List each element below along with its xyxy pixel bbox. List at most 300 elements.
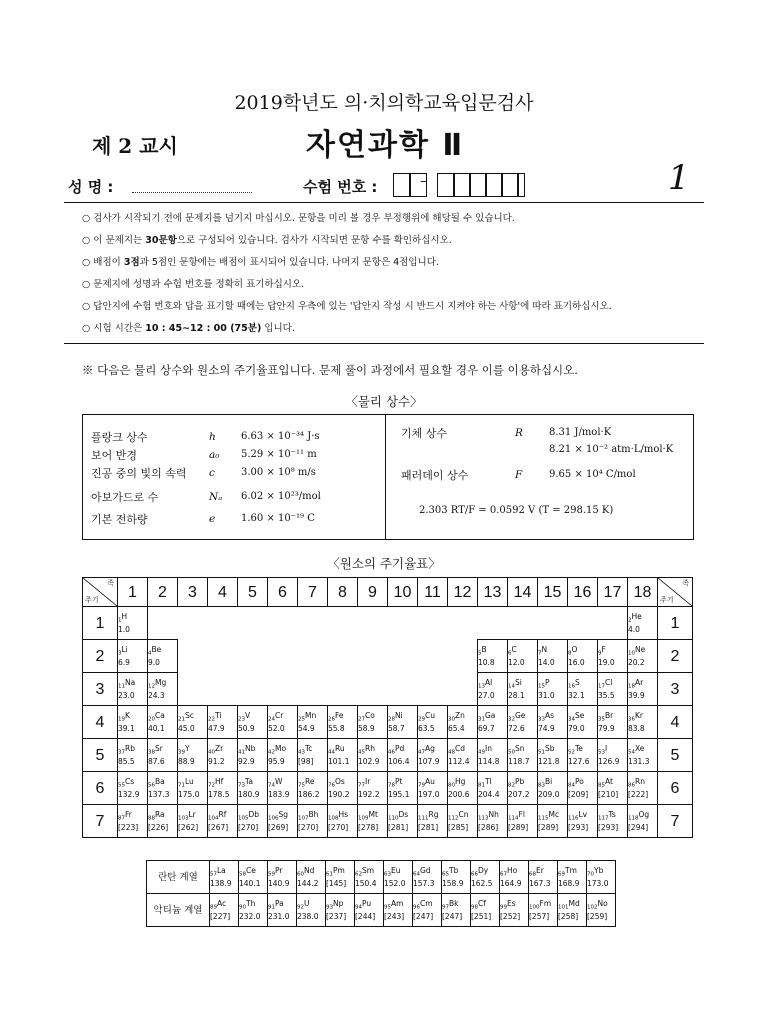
- empty-gap: [148, 607, 628, 640]
- atomic-number: 79: [418, 782, 425, 789]
- element-symbol: Os: [335, 776, 345, 786]
- element-symbol: Bk: [449, 898, 459, 908]
- atomic-number: 34: [568, 716, 575, 723]
- element-symbol: Cs: [125, 776, 135, 786]
- element-symbol: Bi: [545, 776, 553, 786]
- element-symbol: Mg: [155, 677, 167, 687]
- atomic-mass: 209.0: [538, 790, 560, 800]
- period-number-right: 2: [658, 640, 693, 673]
- element-cell: [238, 739, 268, 772]
- atomic-mass: [222]: [628, 790, 649, 800]
- atomic-mass: 183.9: [268, 790, 290, 800]
- element-symbol: Ne: [635, 644, 646, 654]
- page-number: 1: [668, 158, 690, 198]
- element-cell: [598, 673, 628, 706]
- atomic-mass: [281]: [418, 823, 439, 833]
- constant-name: 기본 전하량: [91, 513, 148, 526]
- period-number: 2: [83, 640, 118, 673]
- atomic-mass: 79.9: [598, 724, 615, 734]
- atomic-mass: 32.1: [568, 691, 585, 701]
- atomic-number: 7: [538, 650, 542, 657]
- atomic-mass: 65.4: [448, 724, 465, 734]
- atomic-mass: [247]: [413, 912, 434, 922]
- element-cell: [328, 772, 358, 805]
- atomic-number: 32: [508, 716, 515, 723]
- element-symbol: La: [217, 865, 226, 875]
- atomic-mass: 158.9: [442, 879, 464, 889]
- constant-symbol: e: [209, 513, 216, 525]
- element-cell: [358, 805, 388, 838]
- element-symbol: Rg: [428, 809, 439, 819]
- atomic-number: 85: [598, 782, 605, 789]
- atomic-mass: 121.8: [538, 757, 560, 767]
- element-cell: [148, 739, 178, 772]
- element-cell: [298, 706, 328, 739]
- atomic-number: 24: [268, 716, 275, 723]
- atomic-mass: 114.8: [478, 757, 500, 767]
- atomic-mass: [252]: [500, 912, 521, 922]
- element-cell: [268, 805, 298, 838]
- atomic-number: 109: [358, 815, 369, 822]
- atomic-mass: [269]: [268, 823, 289, 833]
- group-number: 9: [358, 578, 388, 607]
- element-cell: [478, 739, 508, 772]
- element-symbol: Am: [391, 898, 404, 908]
- atomic-mass: 150.4: [355, 879, 377, 889]
- element-cell: [388, 706, 418, 739]
- group-number: 17: [598, 578, 628, 607]
- atomic-number: 54: [628, 749, 635, 756]
- element-cell: [208, 772, 238, 805]
- group-number: 15: [538, 578, 568, 607]
- atomic-number: 42: [268, 749, 275, 756]
- atomic-number: 17: [598, 683, 605, 690]
- atomic-mass: 132.9: [118, 790, 140, 800]
- element-cell: [358, 772, 388, 805]
- atomic-mass: 69.7: [478, 724, 495, 734]
- atomic-mass: 45.0: [178, 724, 195, 734]
- element-cell: [558, 861, 587, 894]
- constants-heading: 〈물리 상수〉: [345, 394, 423, 409]
- atomic-mass: 140.1: [239, 879, 261, 889]
- atomic-number: 92: [297, 904, 304, 911]
- atomic-mass: [247]: [442, 912, 463, 922]
- atomic-mass: 178.5: [208, 790, 230, 800]
- instruction-item: ○ 배점이 3점과 5점인 문항에는 배점이 표시되어 있습니다. 나머지 문항은 4점입니다.: [82, 257, 439, 268]
- element-symbol: Tm: [565, 865, 577, 875]
- period-row: [83, 805, 693, 838]
- exam-number-box[interactable]: [517, 173, 525, 197]
- element-symbol: Ts: [608, 809, 616, 819]
- atomic-mass: [237]: [326, 912, 347, 922]
- period-number: 5: [83, 739, 118, 772]
- element-cell: [148, 772, 178, 805]
- atomic-mass: 168.9: [558, 879, 580, 889]
- element-cell: [268, 861, 297, 894]
- corner-group-label: 족: [107, 580, 114, 587]
- element-cell: [568, 805, 598, 838]
- atomic-mass: 79.0: [568, 724, 585, 734]
- atomic-mass: 190.2: [328, 790, 350, 800]
- atomic-number: 97: [442, 904, 449, 911]
- element-cell: [587, 861, 616, 894]
- period-number-right: 7: [658, 805, 693, 838]
- atomic-number: 102: [587, 904, 598, 911]
- period-number-right: 3: [658, 673, 693, 706]
- element-symbol: Ir: [365, 776, 371, 786]
- atomic-number: 116: [568, 815, 579, 822]
- atomic-mass: [281]: [388, 823, 409, 833]
- element-cell: [388, 805, 418, 838]
- element-symbol: Pr: [275, 865, 283, 875]
- atomic-mass: 35.5: [598, 691, 615, 701]
- element-symbol: Yb: [594, 865, 604, 875]
- element-symbol: Md: [568, 898, 580, 908]
- atomic-mass: 112.4: [448, 757, 470, 767]
- element-cell: [148, 706, 178, 739]
- period-number: 6: [83, 772, 118, 805]
- group-number: 14: [508, 578, 538, 607]
- atomic-number: 52: [568, 749, 575, 756]
- atomic-number: 106: [268, 815, 279, 822]
- atomic-number: 29: [418, 716, 425, 723]
- element-cell: [238, 805, 268, 838]
- atomic-number: 72: [208, 782, 215, 789]
- element-symbol: Hf: [215, 776, 224, 786]
- atomic-number: 46: [388, 749, 395, 756]
- element-cell: [413, 861, 442, 894]
- element-symbol: Eu: [391, 865, 401, 875]
- element-cell: [355, 894, 384, 927]
- atomic-mass: 137.3: [148, 790, 170, 800]
- atomic-number: 49: [478, 749, 485, 756]
- element-symbol: No: [597, 898, 608, 908]
- element-symbol: Hg: [455, 776, 466, 786]
- lanthanides-label: 란탄 계열: [147, 861, 210, 894]
- atomic-mass: 95.9: [268, 757, 285, 767]
- element-symbol: Au: [425, 776, 435, 786]
- atomic-mass: 52.0: [268, 724, 285, 734]
- atomic-mass: 50.9: [238, 724, 255, 734]
- atomic-number: 21: [178, 716, 185, 723]
- atomic-number: 93: [326, 904, 333, 911]
- atomic-number: 13: [478, 683, 485, 690]
- atomic-number: 3: [118, 650, 122, 657]
- atomic-number: 107: [298, 815, 309, 822]
- atomic-number: 66: [471, 871, 478, 878]
- group-number: 12: [448, 578, 478, 607]
- atomic-mass: 87.6: [148, 757, 165, 767]
- nernst-formula: 2.303 RT/F = 0.0592 V (T = 298.15 K): [419, 505, 614, 516]
- element-symbol: Tl: [485, 776, 492, 786]
- period-row: [83, 640, 693, 673]
- atomic-mass: 195.1: [388, 790, 410, 800]
- element-cell: [598, 706, 628, 739]
- atomic-number: 111: [418, 815, 429, 822]
- atomic-number: 38: [148, 749, 155, 756]
- instruction-item: ○ 검사가 시작되기 전에 문제지를 넘기지 마십시오. 문항을 미리 볼 경우 부정행위에 해당될 수 있습니다.: [82, 213, 515, 224]
- atomic-number: 30: [448, 716, 455, 723]
- element-symbol: Pu: [362, 898, 372, 908]
- atomic-mass: 58.9: [358, 724, 375, 734]
- period-number: 7: [83, 805, 118, 838]
- name-label: 성 명 :: [68, 178, 114, 196]
- constant-value: 3.00 × 10⁸ m/s: [241, 467, 316, 478]
- atomic-mass: 207.2: [508, 790, 530, 800]
- atomic-number: 77: [358, 782, 365, 789]
- element-cell: [178, 706, 208, 739]
- atomic-number: 39: [178, 749, 185, 756]
- element-cell: [355, 861, 384, 894]
- atomic-number: 19: [118, 716, 125, 723]
- faraday-constant-value: 9.65 × 10⁴ C/mol: [549, 469, 636, 480]
- element-symbol: Es: [507, 898, 516, 908]
- element-cell: [238, 772, 268, 805]
- element-symbol: Ag: [425, 743, 435, 753]
- element-cell: [118, 640, 148, 673]
- atomic-number: 101: [558, 904, 569, 911]
- atomic-mass: 63.5: [418, 724, 435, 734]
- element-symbol: Tb: [449, 865, 459, 875]
- atomic-number: 26: [328, 716, 335, 723]
- atomic-mass: [270]: [328, 823, 349, 833]
- element-cell: [538, 739, 568, 772]
- atomic-mass: 192.2: [358, 790, 380, 800]
- element-symbol: Sn: [515, 743, 525, 753]
- atomic-number: 104: [208, 815, 219, 822]
- element-symbol: Mo: [275, 743, 287, 753]
- element-symbol: As: [545, 710, 555, 720]
- atomic-number: 112: [448, 815, 459, 822]
- element-symbol: Sb: [545, 743, 555, 753]
- element-symbol: Nd: [304, 865, 315, 875]
- atomic-mass: 131.3: [628, 757, 650, 767]
- element-cell: [388, 772, 418, 805]
- element-symbol: Ac: [217, 898, 227, 908]
- atomic-mass: 24.3: [148, 691, 165, 701]
- element-symbol: Ar: [635, 677, 644, 687]
- element-cell: [178, 805, 208, 838]
- element-cell: [328, 739, 358, 772]
- atomic-mass: 144.2: [297, 879, 319, 889]
- atomic-number: 45: [358, 749, 365, 756]
- atomic-number: 11: [118, 683, 125, 690]
- constants-box: [82, 414, 694, 540]
- atomic-number: 82: [508, 782, 515, 789]
- atomic-mass: 152.0: [384, 879, 406, 889]
- period-number-right: 4: [658, 706, 693, 739]
- instruction-item: ○ 답안지에 수험 번호와 답을 표기할 때에는 답안지 우측에 있는 '답안지 작성 시 반드시 지켜야 하는 사항'에 따라 표기하십시오.: [82, 301, 612, 312]
- atomic-mass: 106.4: [388, 757, 410, 767]
- element-cell: [448, 706, 478, 739]
- element-symbol: Ba: [155, 776, 165, 786]
- element-cell: [418, 706, 448, 739]
- element-cell: [328, 805, 358, 838]
- element-cell: [384, 894, 413, 927]
- element-symbol: Cn: [458, 809, 469, 819]
- element-cell: [628, 640, 658, 673]
- atomic-number: 25: [298, 716, 305, 723]
- atomic-number: 117: [598, 815, 609, 822]
- element-symbol: Lr: [188, 809, 196, 819]
- element-cell: [538, 805, 568, 838]
- element-symbol: U: [304, 898, 310, 908]
- atomic-number: 6: [508, 650, 512, 657]
- element-symbol: Kr: [635, 710, 644, 720]
- period-row: [83, 739, 693, 772]
- element-symbol: Nh: [488, 809, 499, 819]
- element-cell: [178, 739, 208, 772]
- atomic-number: 51: [538, 749, 545, 756]
- element-symbol: Ra: [155, 809, 165, 819]
- period-row: [83, 607, 693, 640]
- element-cell: [538, 640, 568, 673]
- period-number-right: 5: [658, 739, 693, 772]
- element-symbol: Pb: [515, 776, 525, 786]
- atomic-mass: 19.0: [598, 658, 615, 668]
- element-symbol: At: [605, 776, 613, 786]
- atomic-number: 5: [478, 650, 482, 657]
- atomic-number: 28: [388, 716, 395, 723]
- atomic-number: 71: [178, 782, 185, 789]
- constant-value: 6.02 × 10²³/mol: [241, 491, 321, 502]
- element-cell: [208, 739, 238, 772]
- exam-subject: 자연과학 Ⅱ: [306, 128, 465, 163]
- atomic-number: 36: [628, 716, 635, 723]
- element-symbol: Ta: [245, 776, 253, 786]
- atomic-mass: 74.9: [538, 724, 555, 734]
- atomic-mass: [251]: [471, 912, 492, 922]
- element-cell: [297, 861, 326, 894]
- empty-gap: [178, 640, 478, 673]
- element-symbol: N: [541, 644, 548, 654]
- atomic-mass: [243]: [384, 912, 405, 922]
- corner-period-label: 주기: [85, 597, 99, 604]
- atomic-mass: 20.2: [628, 658, 645, 668]
- atomic-mass: 54.9: [298, 724, 315, 734]
- atomic-mass: [209]: [568, 790, 589, 800]
- element-symbol: Y: [185, 743, 190, 753]
- divider: [64, 343, 704, 344]
- atomic-mass: 55.8: [328, 724, 345, 734]
- atomic-mass: 232.0: [239, 912, 261, 922]
- element-cell: [418, 805, 448, 838]
- atomic-mass: 175.0: [178, 790, 200, 800]
- constant-symbol: a₀: [209, 449, 220, 461]
- element-cell: [628, 739, 658, 772]
- element-cell: [442, 861, 471, 894]
- element-cell: [568, 739, 598, 772]
- element-symbol: Li: [121, 644, 128, 654]
- element-symbol: Ca: [155, 710, 165, 720]
- element-cell: [238, 706, 268, 739]
- name-field[interactable]: [132, 192, 252, 193]
- element-symbol: Ga: [485, 710, 496, 720]
- atomic-mass: 107.9: [418, 757, 440, 767]
- element-cell: [298, 772, 328, 805]
- element-cell: [268, 706, 298, 739]
- element-symbol: Co: [365, 710, 375, 720]
- atomic-number: 20: [148, 716, 155, 723]
- element-cell: [500, 894, 529, 927]
- atomic-number: 83: [538, 782, 545, 789]
- atomic-number: 15: [538, 683, 545, 690]
- atomic-mass: 85.5: [118, 757, 135, 767]
- atomic-number: 114: [508, 815, 519, 822]
- constant-name: 플랑크 상수: [91, 431, 148, 444]
- constant-name: 진공 중의 빛의 속력: [91, 467, 187, 480]
- atomic-mass: [259]: [587, 912, 608, 922]
- constant-symbol: Nₐ: [209, 491, 223, 503]
- atomic-number: 31: [478, 716, 485, 723]
- atomic-mass: 1.0: [118, 625, 130, 635]
- instruction-item: ○ 문제지에 성명과 수험 번호를 정확히 표기하십시오.: [82, 279, 305, 290]
- atomic-mass: 200.6: [448, 790, 470, 800]
- atomic-number: 16: [568, 683, 575, 690]
- element-cell: [478, 772, 508, 805]
- element-cell: [118, 805, 148, 838]
- element-symbol: Cd: [455, 743, 465, 753]
- atomic-number: 110: [388, 815, 399, 822]
- period-number: 1: [83, 607, 118, 640]
- element-symbol: Pt: [395, 776, 403, 786]
- element-symbol: Lu: [185, 776, 194, 786]
- atomic-number: 68: [529, 871, 536, 878]
- atomic-number: 89: [210, 904, 217, 911]
- element-symbol: Si: [515, 677, 522, 687]
- element-symbol: Rb: [125, 743, 135, 753]
- element-symbol: Th: [246, 898, 256, 908]
- element-symbol: V: [245, 710, 251, 720]
- element-symbol: Zr: [215, 743, 224, 753]
- atomic-mass: 58.7: [388, 724, 405, 734]
- element-symbol: S: [575, 677, 580, 687]
- element-symbol: Ru: [335, 743, 345, 753]
- element-symbol: Rh: [365, 743, 375, 753]
- element-symbol: Ge: [515, 710, 526, 720]
- element-cell: [328, 706, 358, 739]
- atomic-mass: 83.8: [628, 724, 645, 734]
- element-cell: [500, 861, 529, 894]
- element-cell: [413, 894, 442, 927]
- atomic-mass: [278]: [358, 823, 379, 833]
- element-symbol: Ho: [507, 865, 518, 875]
- atomic-number: 90: [239, 904, 246, 911]
- atomic-mass: 9.0: [148, 658, 160, 668]
- element-cell: [628, 607, 658, 640]
- atomic-mass: 204.4: [478, 790, 500, 800]
- atomic-number: 55: [118, 782, 125, 789]
- periodic-heading: 〈원소의 주기율표〉: [327, 556, 441, 571]
- atomic-number: 63: [384, 871, 391, 878]
- atomic-mass: 27.0: [478, 691, 495, 701]
- atomic-mass: [145]: [326, 879, 347, 889]
- atomic-number: 70: [587, 871, 594, 878]
- gas-constant-value: 8.31 J/mol·K: [549, 427, 612, 438]
- element-symbol: Mn: [305, 710, 317, 720]
- atomic-mass: [227]: [210, 912, 231, 922]
- element-symbol: Cu: [425, 710, 435, 720]
- element-cell: [538, 673, 568, 706]
- element-symbol: Db: [248, 809, 260, 819]
- element-cell: [298, 739, 328, 772]
- atomic-number: 56: [148, 782, 155, 789]
- atomic-number: 62: [355, 871, 362, 878]
- element-symbol: F: [601, 644, 606, 654]
- element-symbol: P: [545, 677, 550, 687]
- exam-period: 제 2 교시: [92, 134, 178, 158]
- element-cell: [388, 739, 418, 772]
